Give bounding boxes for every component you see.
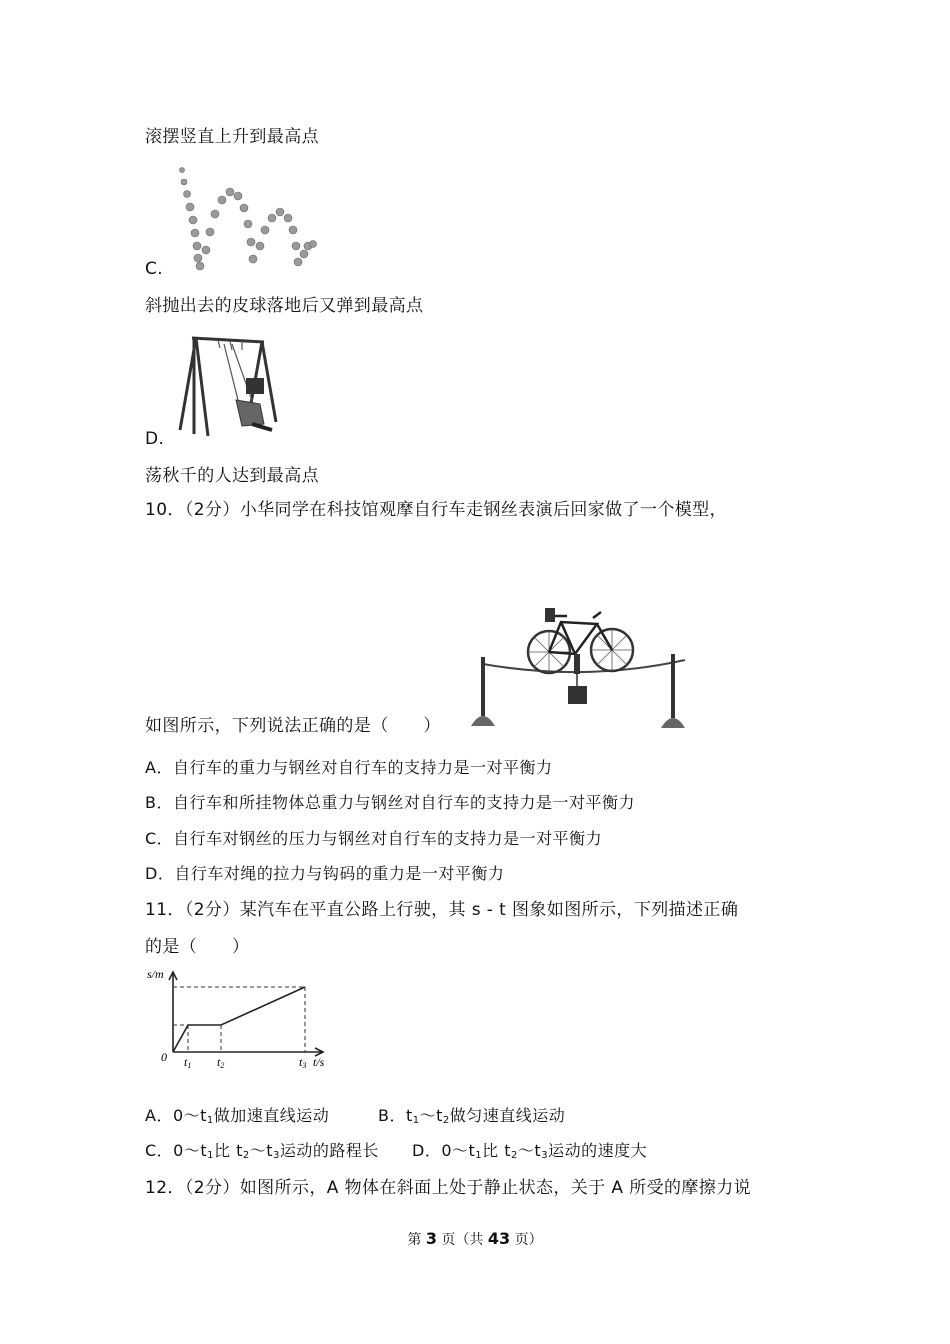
question-10-stem: 10．（2分）小华同学在科技馆观摩自行车走钢丝表演后回家做了一个模型， [145,500,727,520]
graph-origin: 0 [161,1050,167,1064]
page-footer: 第 3 页（共 43 页） [407,1229,543,1248]
total-pages: 43 [487,1229,511,1248]
question-10-stem-2: 如图所示，下列说法正确的是（ ） [145,716,441,736]
option-b-caption: 滚摆竖直上升到最高点 [145,127,319,147]
q11-option-a: A．$0\sim t_1$做加速直线运动 [145,1106,330,1126]
option-c-caption: 斜抛出去的皮球落地后又弹到最高点 [145,296,424,316]
q10-option-d: D．自行车对绳的拉力与钩码的重力是一对平衡力 [145,864,505,883]
swing-figure [172,330,292,442]
q11-option-b: B．$t_1\sim t_2$做匀速直线运动 [378,1106,566,1126]
q10-option-a: A．自行车的重力与钢丝对自行车的支持力是一对平衡力 [145,758,553,777]
graph-tick-t2: t2 [217,1055,225,1070]
s-t-graph [145,966,345,1070]
graph-y-label: s/m [147,967,164,981]
option-c-letter: C. [145,259,164,279]
question-11-stem-2: 的是（ ） [145,937,250,957]
question-11-stem: 11．（2分）某汽车在平直公路上行驶，其 s - t 图象如图所示，下列描述正确 [145,900,739,920]
q10-option-b: B．自行车和所挂物体总重力与钢丝对自行车的支持力是一对平衡力 [145,793,635,812]
graph-tick-t3: t3 [299,1055,307,1070]
q11-option-d: D．$0\sim t_1$比 $t_2\sim t_3$运动的速度大 [412,1141,648,1161]
graph-tick-t1: t1 [184,1055,192,1070]
q11-option-c: C．$0\sim t_1$比 $t_2\sim t_3$运动的路程长 [145,1141,379,1161]
current-page: 3 [425,1229,437,1248]
option-d-caption: 荡秋千的人达到最高点 [145,466,319,486]
bicycle-wire-figure [465,602,700,732]
q10-option-c: C．自行车对钢丝的压力与钢丝对自行车的支持力是一对平衡力 [145,829,603,848]
question-12-stem: 12．（2分）如图所示，A 物体在斜面上处于静止状态，关于 A 所受的摩擦力说 [145,1178,752,1198]
option-d-letter: D. [145,429,165,449]
bouncing-ball-figure [170,162,330,274]
graph-x-label: t/s [313,1055,325,1069]
